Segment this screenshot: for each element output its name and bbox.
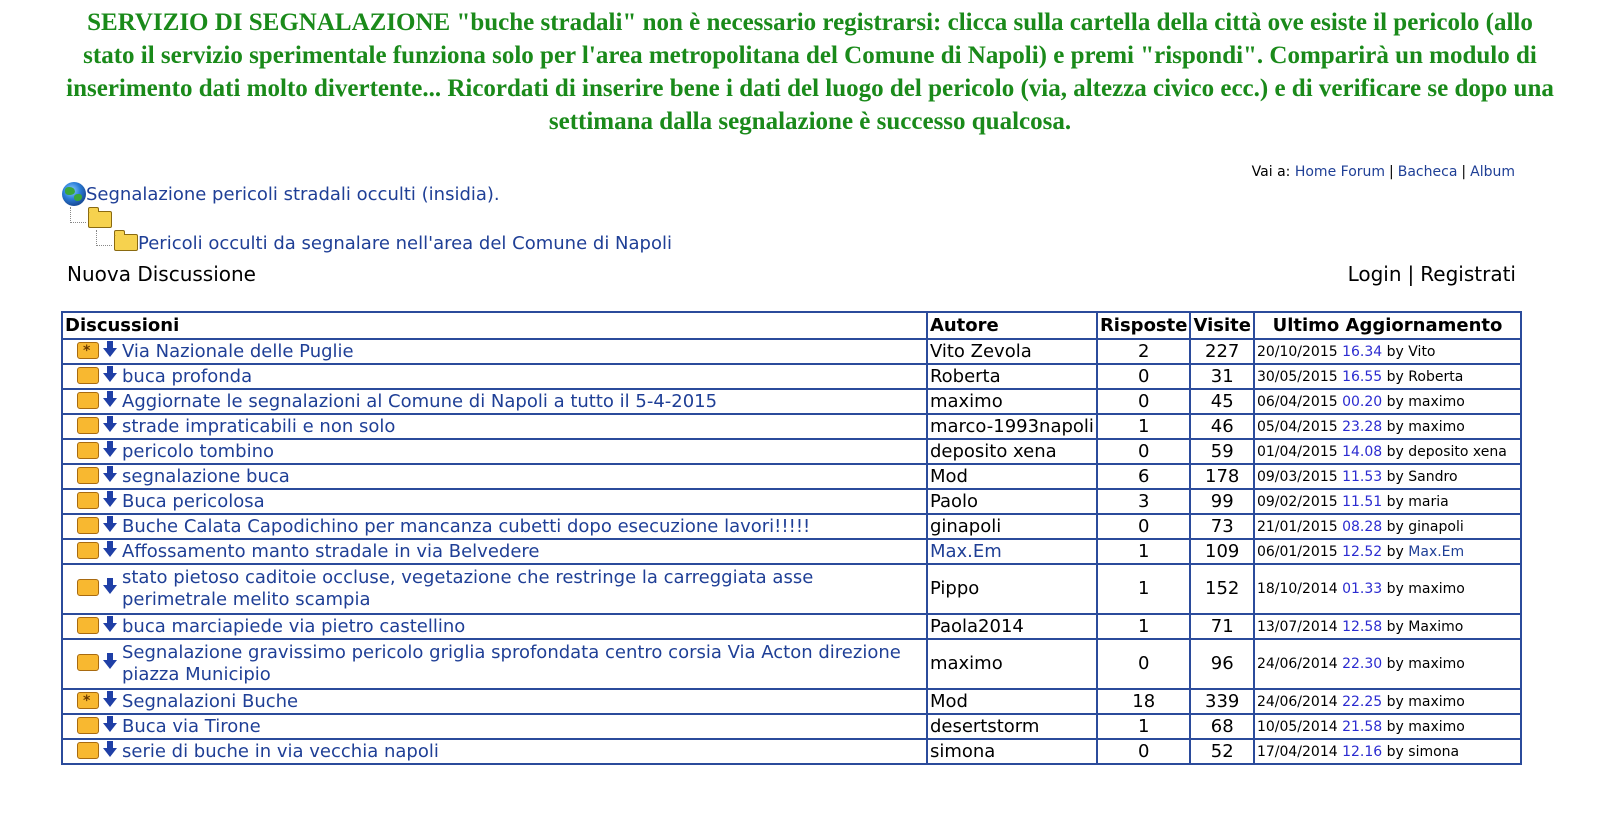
author-link[interactable]: Max.Em [929, 540, 1002, 562]
last-update-time-link[interactable]: 21.58 [1342, 718, 1383, 735]
table-row [62, 364, 1521, 389]
last-update [1254, 739, 1521, 764]
by-label: by [1386, 368, 1404, 385]
auth-links: Login | Registrati [1347, 262, 1516, 286]
last-update-time-link[interactable]: 11.51 [1342, 493, 1383, 510]
go-to-last-post-icon[interactable] [103, 585, 117, 594]
topic-title-link[interactable]: segnalazione buca [122, 465, 290, 487]
last-update-time-link[interactable]: 08.28 [1342, 518, 1383, 535]
topic-folder-icon [77, 367, 99, 384]
by-label: by [1386, 543, 1404, 560]
last-poster: maximo [1408, 393, 1465, 410]
topic-folder-icon [77, 417, 99, 434]
last-update-time-link[interactable]: 22.25 [1342, 693, 1383, 710]
views-count: 339 [1190, 689, 1253, 714]
last-update-date: 21/01/2015 [1256, 518, 1338, 535]
views-count: 71 [1190, 614, 1253, 639]
replies-count: 0 [1097, 739, 1191, 764]
last-update [1254, 639, 1521, 689]
link-home-forum[interactable]: Home Forum [1294, 164, 1386, 180]
topic-folder-icon [77, 442, 99, 459]
sticky-topic-icon [77, 692, 99, 709]
table-row [62, 414, 1521, 439]
topic-title-link[interactable]: buca marciapiede via pietro castellino [122, 615, 466, 637]
last-update-time-link[interactable]: 12.16 [1342, 743, 1383, 760]
login-link[interactable]: Login [1347, 262, 1402, 286]
views-count: 31 [1190, 364, 1253, 389]
topic-folder-icon [77, 517, 99, 534]
views-count: 178 [1190, 464, 1253, 489]
author-name: Pippo [929, 578, 980, 599]
topic-title-link[interactable]: Buca pericolosa [122, 490, 265, 512]
replies-count: 0 [1097, 514, 1191, 539]
table-row [62, 689, 1521, 714]
last-update [1254, 564, 1521, 614]
by-label: by [1386, 656, 1404, 672]
replies-count: 0 [1097, 639, 1191, 689]
table-row [62, 614, 1521, 639]
go-to-last-post-icon[interactable] [103, 698, 117, 707]
table-row [62, 539, 1521, 564]
last-update-date: 05/04/2015 [1256, 418, 1338, 435]
last-update [1254, 514, 1521, 539]
replies-count: 0 [1097, 389, 1191, 414]
author-name: ginapoli [929, 515, 1002, 537]
author-name: Mod [929, 465, 968, 487]
topic-folder-icon [77, 717, 99, 734]
last-poster: maximo [1408, 718, 1465, 735]
replies-count: 18 [1097, 689, 1191, 714]
last-poster: Roberta [1408, 368, 1464, 385]
by-label: by [1386, 518, 1404, 535]
by-label: by [1386, 468, 1404, 485]
topic-folder-icon [77, 492, 99, 509]
table-header [62, 312, 1521, 339]
author-name: maximo [929, 390, 1003, 412]
replies-count: 1 [1097, 714, 1191, 739]
link-bacheca[interactable]: Bacheca [1397, 164, 1458, 180]
last-update-time-link[interactable]: 22.30 [1342, 656, 1383, 672]
topic-folder-icon [77, 467, 99, 484]
last-poster: maximo [1408, 418, 1465, 435]
go-to-last-post-icon[interactable] [103, 398, 117, 407]
topic-title-link[interactable]: Segnalazione gravissimo pericolo griglia sprofondata centro corsia Via Acton direzione piazza Municipio [122, 642, 901, 685]
table-row [62, 389, 1521, 414]
replies-count: 0 [1097, 439, 1191, 464]
go-to-last-post-icon[interactable] [103, 548, 117, 557]
go-to-last-post-icon[interactable] [103, 623, 117, 632]
topic-folder-icon [77, 654, 99, 671]
col-risposte: Risposte [1097, 312, 1191, 339]
go-to-last-post-icon[interactable] [103, 523, 117, 532]
last-update-date: 20/10/2015 [1256, 343, 1338, 360]
views-count: 68 [1190, 714, 1253, 739]
go-to-last-post-icon[interactable] [103, 448, 117, 457]
topic-title-link[interactable]: pericolo tombino [122, 440, 274, 462]
register-link[interactable]: Registrati [1420, 262, 1516, 286]
by-label: by [1386, 581, 1404, 597]
go-to-last-post-icon[interactable] [103, 423, 117, 432]
col-autore: Autore [927, 312, 1097, 339]
topic-title-link[interactable]: Buca via Tirone [122, 715, 261, 737]
author-name: maximo [929, 653, 1003, 674]
last-update-date: 13/07/2014 [1256, 618, 1338, 635]
topic-folder-icon [77, 579, 99, 596]
col-discussioni: Discussioni [62, 312, 927, 339]
author-name: deposito xena [929, 440, 1057, 462]
last-update-date: 06/04/2015 [1256, 393, 1338, 410]
last-update-date: 30/05/2015 [1256, 368, 1338, 385]
views-count: 109 [1190, 539, 1253, 564]
last-update-date: 06/01/2015 [1256, 543, 1338, 560]
author-name: Vito Zevola [929, 340, 1032, 362]
last-update-time-link[interactable]: 12.52 [1342, 543, 1383, 560]
last-update-time-link[interactable]: 11.53 [1342, 468, 1383, 485]
last-poster: maximo [1408, 693, 1465, 710]
table-row [62, 339, 1521, 364]
last-poster: Sandro [1408, 468, 1458, 485]
views-count: 227 [1190, 339, 1253, 364]
by-label: by [1386, 443, 1404, 460]
replies-count: 0 [1097, 364, 1191, 389]
views-count: 73 [1190, 514, 1253, 539]
last-update [1254, 689, 1521, 714]
by-label: by [1386, 418, 1404, 435]
new-topic-button[interactable]: Nuova Discussione [67, 262, 256, 286]
go-to-last-post-icon[interactable] [103, 473, 117, 482]
by-label: by [1386, 718, 1404, 735]
author-name: marco-1993napoli [929, 415, 1094, 437]
topic-title-link[interactable]: strade impraticabili e non solo [122, 415, 396, 437]
subforum-link[interactable]: Pericoli occulti da segnalare nell'area del Comune di Napoli [138, 233, 672, 254]
views-count: 152 [1190, 564, 1253, 614]
last-update [1254, 714, 1521, 739]
replies-count: 1 [1097, 614, 1191, 639]
last-poster-link[interactable]: Max.Em [1408, 543, 1465, 560]
by-label: by [1386, 393, 1404, 410]
author-name: Paolo [929, 490, 979, 512]
last-update [1254, 414, 1521, 439]
replies-count: 6 [1097, 464, 1191, 489]
table-row [62, 464, 1521, 489]
by-label: by [1386, 493, 1404, 510]
views-count: 45 [1190, 389, 1253, 414]
last-update [1254, 539, 1521, 564]
last-update-date: 24/06/2014 [1256, 693, 1338, 710]
go-to-last-post-icon[interactable] [103, 723, 117, 732]
topic-title-link[interactable]: stato pietoso caditoie occluse, vegetazione che restringe la carreggiata asse perimetrale melito scampia [122, 567, 814, 610]
last-update-date: 01/04/2015 [1256, 443, 1338, 460]
last-update [1254, 364, 1521, 389]
topic-folder-icon [77, 742, 99, 759]
last-update [1254, 489, 1521, 514]
by-label: by [1386, 343, 1404, 360]
go-to-last-post-icon[interactable] [103, 498, 117, 507]
go-to-last-post-icon[interactable] [103, 748, 117, 757]
last-poster: Maximo [1408, 618, 1464, 635]
last-update-date: 24/06/2014 [1256, 656, 1338, 672]
by-label: by [1386, 693, 1404, 710]
last-update-date: 09/03/2015 [1256, 468, 1338, 485]
last-update-time-link[interactable]: 16.34 [1342, 343, 1383, 360]
table-row [62, 439, 1521, 464]
replies-count: 1 [1097, 539, 1191, 564]
last-update-time-link[interactable]: 12.58 [1342, 618, 1383, 635]
last-poster: Vito [1408, 343, 1436, 360]
folder-icon[interactable] [88, 211, 112, 228]
last-update-time-link[interactable]: 00.20 [1342, 393, 1383, 410]
quick-nav-label: Vai a: [1251, 164, 1291, 180]
by-label: by [1386, 618, 1404, 635]
last-update-date: 17/04/2014 [1256, 743, 1338, 760]
last-update-time-link[interactable]: 16.55 [1342, 368, 1383, 385]
link-album[interactable]: Album [1470, 164, 1515, 180]
replies-count: 1 [1097, 564, 1191, 614]
last-update-time-link[interactable]: 23.28 [1342, 418, 1383, 435]
go-to-last-post-icon[interactable] [103, 660, 117, 669]
col-visite: Visite [1190, 312, 1253, 339]
globe-icon [62, 182, 86, 206]
table-row [62, 739, 1521, 764]
last-poster: maria [1408, 493, 1449, 510]
folder-icon [114, 234, 138, 251]
by-label: by [1386, 743, 1404, 760]
author-name: simona [929, 740, 996, 762]
last-update [1254, 339, 1521, 364]
author-name: desertstorm [929, 715, 1040, 737]
last-poster: deposito xena [1408, 443, 1507, 460]
last-poster: ginapoli [1408, 518, 1464, 535]
replies-count: 3 [1097, 489, 1191, 514]
topics-table [61, 311, 1522, 765]
author-name: Roberta [929, 365, 1001, 387]
last-update-date: 18/10/2014 [1256, 581, 1338, 597]
views-count: 59 [1190, 439, 1253, 464]
topic-folder-icon [77, 617, 99, 634]
views-count: 96 [1190, 639, 1253, 689]
topic-title-link[interactable]: serie di buche in via vecchia napoli [122, 740, 439, 762]
last-update-date: 09/02/2015 [1256, 493, 1338, 510]
views-count: 99 [1190, 489, 1253, 514]
author-name: Paola2014 [929, 615, 1024, 637]
table-row [62, 489, 1521, 514]
last-poster: maximo [1408, 581, 1465, 597]
last-update-time-link[interactable]: 14.08 [1342, 443, 1383, 460]
go-to-last-post-icon[interactable] [103, 373, 117, 382]
topic-title-link[interactable]: buca profonda [122, 365, 253, 387]
forum-root-link[interactable]: Segnalazione pericoli stradali occulti (insidia). [86, 184, 500, 205]
topic-title-link[interactable]: Affossamento manto stradale in via Belvedere [122, 540, 540, 562]
views-count: 52 [1190, 739, 1253, 764]
table-row [62, 514, 1521, 539]
go-to-last-post-icon[interactable] [103, 348, 117, 357]
topic-folder-icon [77, 542, 99, 559]
topic-title-link[interactable]: Via Nazionale delle Puglie [122, 340, 354, 362]
topic-title-link[interactable]: Buche Calata Capodichino per mancanza cubetti dopo esecuzione lavori!!!!! [122, 515, 811, 537]
last-update [1254, 464, 1521, 489]
quick-nav: Vai a: Home Forum | Bacheca | Album [1251, 164, 1515, 180]
views-count: 46 [1190, 414, 1253, 439]
last-poster: simona [1408, 743, 1460, 760]
last-poster: maximo [1408, 656, 1465, 672]
last-update [1254, 439, 1521, 464]
table-row [62, 714, 1521, 739]
last-update-date: 10/05/2014 [1256, 718, 1338, 735]
replies-count: 1 [1097, 414, 1191, 439]
table-row [62, 564, 1521, 614]
last-update [1254, 389, 1521, 414]
table-row [62, 639, 1521, 689]
last-update-time-link[interactable]: 01.33 [1342, 581, 1383, 597]
col-ultimo-aggiornamento: Ultimo Aggiornamento [1254, 312, 1521, 339]
banner-notice: SERVIZIO DI SEGNALAZIONE "buche stradali" non è necessario registrarsi: clicca sulla cartella della città ove esiste il pericolo (allo stato il servizio sperimentale funziona solo per l'area metropolitana del Comune di Napoli) e premi "rispondi". Comparirà un modulo di inserimento dati molto divertente... Ricordati di inserire bene i dati del luogo del pericolo (via, altezza civico ecc.) e di verificare se dopo una settimana dalla segnalazione è successo qualcosa. [66, 9, 1554, 135]
topic-title-link[interactable]: Aggiornate le segnalazioni al Comune di Napoli a tutto il 5-4-2015 [122, 390, 718, 412]
last-update [1254, 614, 1521, 639]
author-name: Mod [929, 690, 968, 712]
sticky-topic-icon [77, 342, 99, 359]
replies-count: 2 [1097, 339, 1191, 364]
topic-title-link[interactable]: Segnalazioni Buche [122, 690, 299, 712]
topic-folder-icon [77, 392, 99, 409]
